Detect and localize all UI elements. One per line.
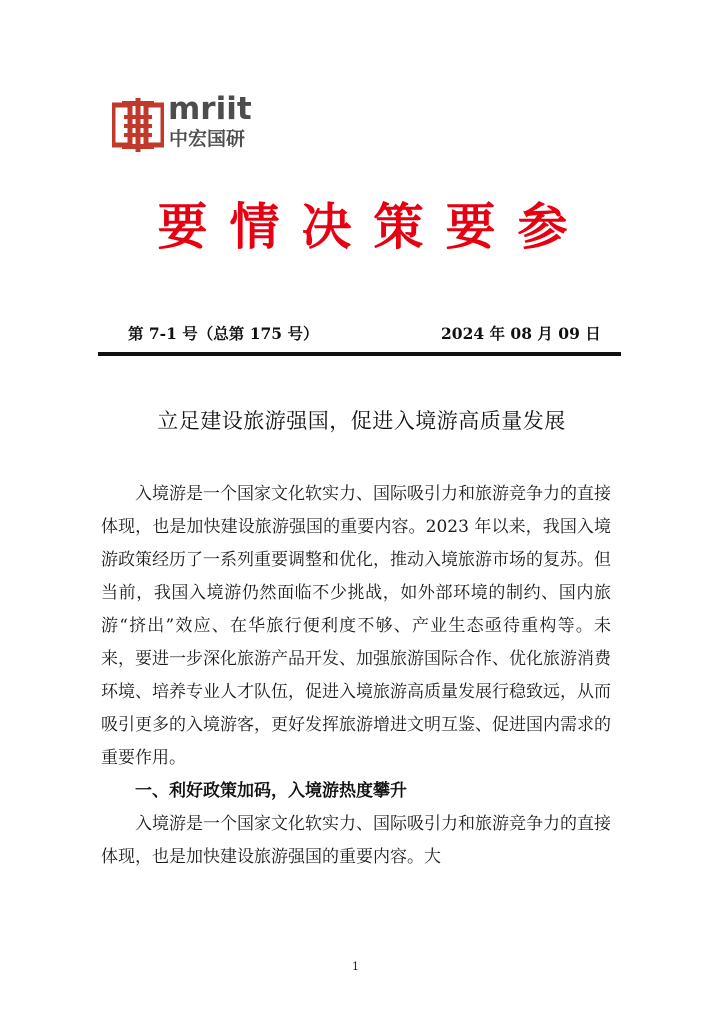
header-divider	[98, 352, 621, 356]
mriit-logo-icon	[112, 98, 164, 152]
issue-date: 2024 年 08 月 09 日	[441, 324, 601, 343]
intro-paragraph: 入境游是一个国家文化软实力、国际吸引力和旅游竞争力的直接体现，也是加快建设旅游强国的重要内容。2023 年以来，我国入境游政策经历了一系列重要调整和优化，推动入境旅游市场的复苏。但当前，我国入境游仍然面临不少挑战，如外部环境的制约、国内旅游“挤出”效应、在华旅行便利度不够、产业生态亟待重构等。未来，要进一步深化旅游产品开发、加强旅游国际合作、优化旅游消费环境、培养专业人才队伍，促进入境旅游高质量发展行稳致远，从而吸引更多的入境游客，更好发挥旅游增进文明互鉴、促进国内需求的重要作用。	[101, 484, 611, 768]
section-paragraph: 入境游是一个国家文化软实力、国际吸引力和旅游竞争力的直接体现，也是加快建设旅游强国的重要内容。大	[101, 814, 611, 867]
article-body	[101, 478, 611, 874]
article-title: 立足建设旅游强国，促进入境游高质量发展	[157, 409, 566, 433]
section-heading: 一、利好政策加码，入境游热度攀升	[135, 781, 407, 801]
masthead-title: 要情决策要参	[157, 198, 590, 256]
logo-text-cn: 中宏国研	[169, 128, 246, 150]
logo	[112, 91, 262, 154]
page-number: 1	[352, 960, 359, 973]
issue-number: 第 7-1 号（总第 175 号）	[128, 324, 319, 343]
logo-text-en: mriit	[168, 91, 252, 127]
